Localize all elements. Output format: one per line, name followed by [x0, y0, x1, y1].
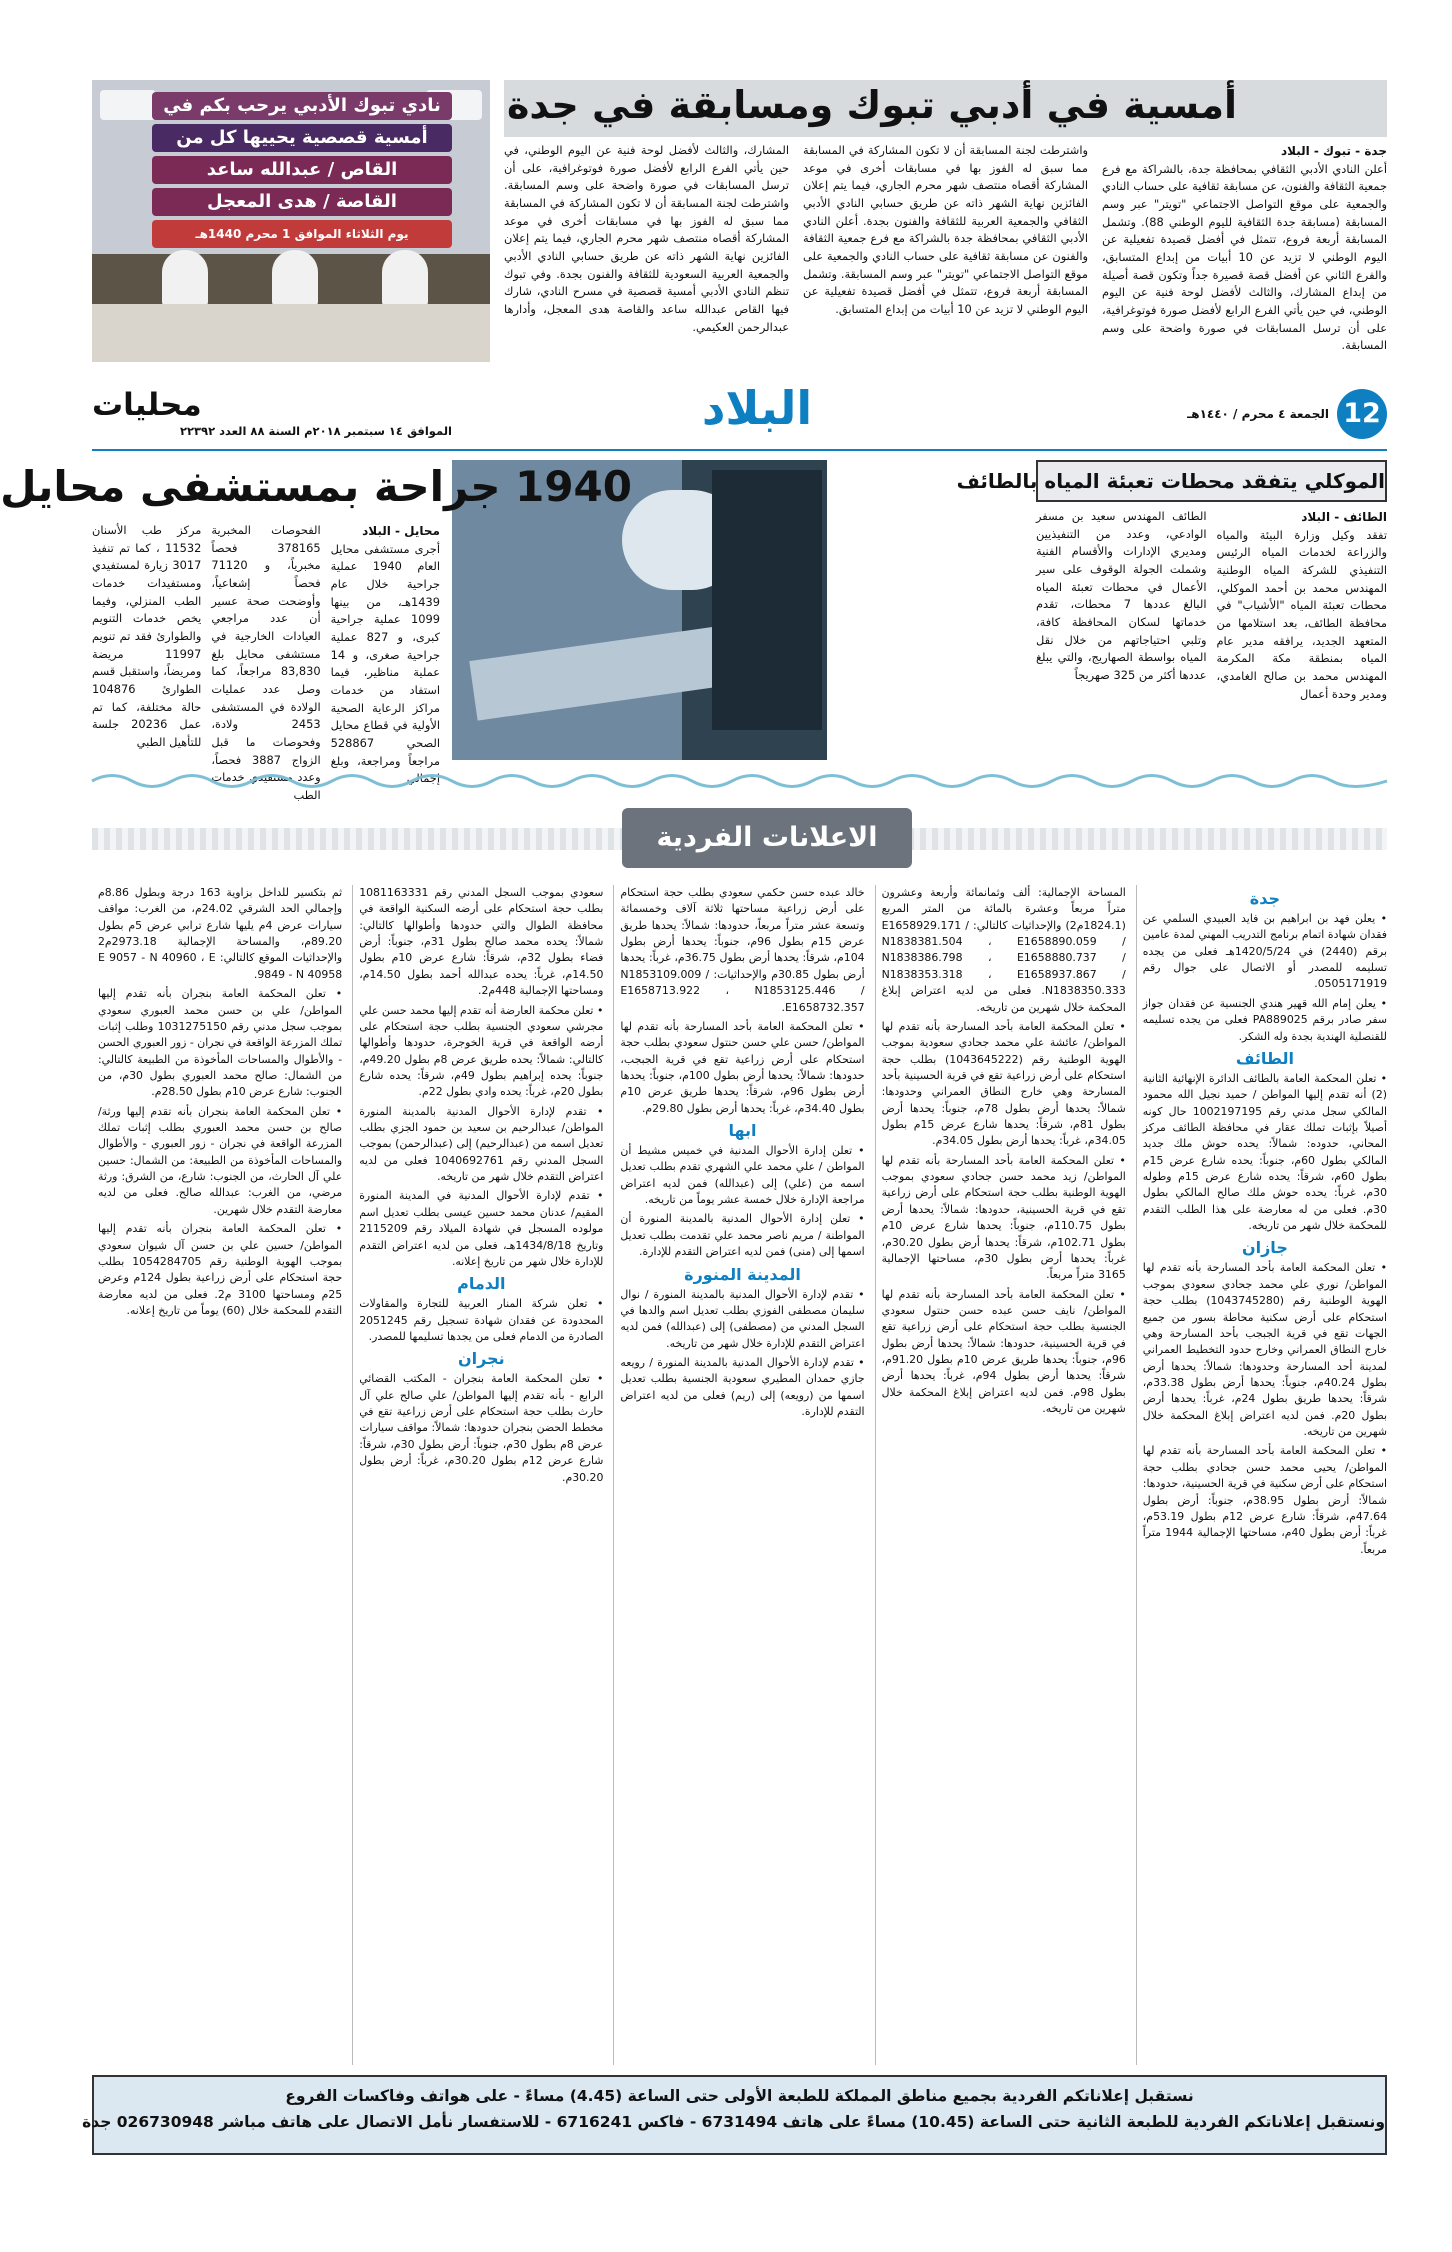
classifieds-column — [875, 885, 1126, 2065]
mhayel-story-byline: محايل - البلاد — [362, 524, 440, 538]
event-photo — [92, 80, 490, 362]
hijri-date: الجمعة ٤ محرم / ١٤٤٠هـ — [1187, 407, 1329, 421]
page-number: 12 — [1337, 389, 1387, 439]
top-story-header — [504, 80, 1387, 137]
logo-text: البلاد — [701, 381, 813, 435]
ministry-logo-icon — [100, 90, 156, 120]
classified-ad: ثم بتكسير للداخل بزاوية 163 درجة وبطول 8.86م وإجمالي الحد الشرقي 24.02م، من الغرب: مواقف سيارات عرض 4م يليها شارع ترابي عرض 5م بطول 89.20م، والمساحة الإجمالية 2973.18م2 والإحداثيات الموقع كالتالي: E 9057 - N 40960 ، E 9849 - N 40958. — [97, 886, 343, 981]
classified-ad: • تعلن المحكمة العامة بأحد المسارحة بأنه تقدم لها المواطن/ عائشة علي محمد جحادي سعودية بموجب الهوية الوطنية رقم (1043645222) بطلب حجة استحكام على أرض زراعية تقع في قرية الحسينية بأحد المسارحة وهي خارج النطاق العمراني وحدودها: شمالاً: يحدها أرض بطول 78م، جنوباً: يحدها أرض بطول 81م، شرقاً: يحدها شارع عرض 15م بطول 34.05م، غرباً: يحدها أرض بطول 34.05م. — [881, 1019, 1126, 1148]
banner-line-4: القاصة / هدى المعجل — [152, 188, 452, 216]
mhayel-story-column-3 — [92, 522, 201, 752]
classified-ad: • تعلن محكمة العارضة أنه تقدم إليها محمد حسن علي مجرشي سعودي الجنسية بطلب حجة استحكام على أرضه الواقعة في قرية الخوجرة، حدودها وأطوالها كالتالي: شمالاً: يحده طريق عرض 8م بطول 49.20م، جنوباً: يحده إبراهيم بطول 49م، شرقاً: يحده شارع بطول 20م، غرباً: يحده وادي بطول 22م. — [359, 1003, 604, 1099]
classifieds-footer — [82, 2075, 1387, 2155]
classifieds-title-tab — [622, 808, 912, 868]
classified-ad: • تعلن المحكمة العامة بنجران بأنه تقدم إليها المواطن/ حسين علي بن حسن آل شيوان سعودي بموجب الهوية الوطنية رقم 1054284705 بطلب حجة استحكام على أرض زراعية بطول 124م وعرض 25م ومساحتها 3100 م2. فعلى من لديه معارضة التقدم للمحكمة خلال (60) يوماً من تاريخ إعلانه. — [97, 1222, 343, 1317]
mhayel-story-columns — [92, 522, 440, 803]
speaker-figure — [382, 250, 428, 306]
newspaper-logo — [687, 375, 827, 441]
top-story-column-2 — [803, 142, 1088, 367]
photo-background — [712, 470, 822, 730]
classified-ad: • تعلن المحكمة العامة بأحد المسارحة بأنه تقدم لها المواطن/ نايف حسن عبده حسن حنتول سعودي الجنسية بطلب حجة استحكام على أرض زراعية تقع في قرية الحسينية، حدودها: شمالاً: يحدها أرض بطول 96م، جنوباً: يحدها طريق عرض 10م بطول 91.20م، شرقاً: يحدها أرض بطول 94م، غرباً: يحدها أرض بطول 98م. فمن لديه اعتراض إبلاغ المحكمة خلال شهرين من تاريخه. — [881, 1287, 1126, 1416]
mhayel-story-text-3: مركز طب الأسنان 11532 ، كما تم تنفيذ 3017 زيارة لمستفيدي ومستفيدات خدمات الطب المنزلي، وفيما يخص خدمات التنويم والطوارئ فقد تم تنويم 11997 مريضة ومريضاً، واستقبل قسم الطوارئ 104876 حالة مختلفة، كما تم عمل 20236 جلسة للتأهيل الطبي — [92, 523, 202, 750]
top-story-columns — [504, 142, 1387, 367]
mhayel-story-headline: 1940 جراحة بمستشفى محايل — [0, 462, 632, 511]
top-story-text-1: أعلن النادي الأدبي الثقافي بمحافظة جدة، بالشراكة مع فرع جمعية الثقافة والفنون، عن مسابقة ثقافية على حساب النادي والجمعية على موقع التواصل الاجتماعي "تويتر" عبر وسم المسابقة (مسابقة جدة الثقافية لليوم الوطني 88). وتشمل المسابقة أربعة فروع، تتمثل في أفضل قصيدة تفعيلية عن اليوم الوطني لا تزيد عن 10 أبيات من إبداع المتسابق، والفرع الثاني عن أفضل قصة قصيرة جداً وتكون قصة أصيلة من إبداع المشارك، والثالث لأفضل لوحة فنية عن اليوم الوطني، في حين يأتي الفرع الرابع لأفضل صورة فوتوغرافية، على أن ترسل المسابقات في صورة واضحة على وسم المسابقة. — [1102, 161, 1387, 353]
classified-ad: • تقدم لإدارة الأحوال المدنية بالمدينة المنورة / نوال سليمان مصطفى الفوزي بطلب تعديل اسم والدها في السجل المدني من (مصطفى) إلى (عبدالله) فمن لديه اعتراض التقدم للإدارة خلال شهر من تاريخه. — [620, 1287, 865, 1350]
top-story-column-1 — [1102, 142, 1387, 367]
speaker-figure — [272, 250, 318, 306]
mhayel-story-column-2 — [211, 522, 321, 803]
classified-ad: • تعلن المحكمة العامة بنجران - المكتب القضائي الرابع - بأنه تقدم إليها المواطن/ علي صالح علي آل حارث بطلب حجة استحكام على أرض زراعية تقع في مخطط الحضن بنجران حدودها: شمالاً: مواقف سيارات عرض 8م بطول 30م، جنوباً: أرض بطول 30م، شرقاً: شارع عرض 12م بطول 30.20م، غرباً: أرض بطول 30.20م. — [359, 1372, 604, 1484]
classifieds-column — [92, 885, 342, 2065]
classified-ad: • تقدم لإدارة الأحوال المدنية بالمدينة المنورة المواطن/ عبدالرحيم بن سعيد بن حمود الجزي بطلب تعديل اسمه من (عبدالرحيم) إلى (عبدالرحمن) بموجب السجل المدني رقم 1040692761 فعلى من لديه اعتراض التقدم خلال شهر من تاريخه. — [359, 1104, 604, 1184]
taif-story-text-1: تفقد وكيل وزارة البيئة والمياه والزراعة لخدمات المياه الرئيس التنفيذي للشركة المياه الوطنية المهندس محمد بن أحمد الموكلي، محطات تعبئة المياه "الأشياب" في محافظة الطائف، بعد استلامها من المتعهد الجديد، يرافقه مدير عام المياه بمنطقة مكة المكرمة المهندس محمد بن صالح الغامدي، ومدير وحدة أعمال — [1216, 527, 1387, 701]
classifieds-region-heading: جدة — [1249, 889, 1280, 908]
second-row — [0, 460, 1387, 803]
classifieds-region-heading: جازان — [1241, 1238, 1288, 1258]
classifieds-region-heading: الدمام — [457, 1274, 506, 1294]
footer-line-1: نستقبل إعلاناتكم الفردية بجميع مناطق المملكة للطبعة الأولى حتى الساعة (4.45) مساءً - على هواتف وفاكسات الفروع — [285, 2087, 1194, 2105]
taif-story-columns — [1036, 508, 1387, 752]
panel-desk — [92, 304, 490, 362]
top-story-text-3: المشارك، والثالث لأفضل لوحة فنية عن اليوم الوطني، في حين يأتي الفرع الرابع لأفضل صورة فوتوغرافية، على أن ترسل المسابقات في صورة واضحة على وسم المسابقة. واشترطت لجنة المسابقة أن لا تكون المشاركة في المسابقة مما سبق له الفوز بها في مسابقات أخرى في موعد المشاركة أقصاه منتصف شهر محرم الجاري، فيما يتم إعلان الفائزين نهاية الشهر ذاته عن طريق حسابي النادي الأدبي والجمعية العربية السعودية للثقافة والفنون بجدة. وفي تبوك تنظم النادي الأدبي أمسية قصصية في مسرح النادي، شارك فيها القاص عبدالله ساعد والقاصة هدى المعجل، وأدارها عبدالرحمن العكيمي. — [504, 143, 789, 334]
classified-ad: • تعلن المحكمة العامة بأحد المسارحة بأنه تقدم لها المواطن/ نوري علي محمد جحادي سعودي بموجب الهوية الوطنية رقم (1043745280) بطلب حجة استحكام على أرض سكنية محاطة بسور من جميع الجهات تقع في قرية الجبجب بأحد المسارحة وهي خارج النطاق العمراني وخارج حدود التخطيط العمراني لمدينة أحد المسارحة وحدودها: شمالاً: يحدها أرض بطول 40.24م، جنوباً: يحدها أرض بطول 33.38م، شرقاً: يحدها طريق بطول 24م، غرباً: يحدها أرض بطول 20م. فمن لديه اعتراض إبلاغ المحكمة خلال شهرين من تاريخه. — [1142, 1261, 1388, 1439]
classifieds-columns — [92, 885, 1387, 2065]
classified-ad: • تعلن شركة المنار العربية للتجارة والمقاولات المحدودة عن فقدان شهادة تسجيل رقم 2051245 الصادرة من الدمام فعلى من يجدها تسليمها للمصدر. — [359, 1297, 604, 1343]
classified-ad: • تقدم لإدارة الأحوال المدنية في المدينة المنورة المقيم/ عدنان محمد حسين عيسى بطلب تعديل اسم مولوده المسجل في شهادة الميلاد رقم 2115209 وتاريخ 1434/8/18هـ، فعلى من لديه اعتراض التقدم للإدارة خلال شهر من تاريخ إعلانه. — [359, 1189, 604, 1268]
wave-divider — [92, 770, 1387, 792]
mhayel-story-text-2: الفحوصات المخبرية 378165 فحصاً مخبرياً، و 71120 فحصاً إشعاعياً، وأوضحت صحة عسير أن عدد مراجعي العيادات الخارجية في مستشفى محايل بلغ 83,830 مراجعاً، كما وصل عدد عمليات الولادة في المستشفى 2453 ولادة، وفحوصات ما قبل الزواج 3887 فحصاً، وعدد مستفيدي خدمات الطب — [211, 523, 321, 803]
masthead — [92, 383, 1387, 451]
taif-story-headline: الموكلي يتفقد محطات تعبئة المياه بالطائف — [956, 469, 1385, 493]
classified-ad: • تعلن إدارة الأحوال المدنية بالمدينة المنورة أن المواطنة / مريم ناصر محمد علي تقدمت بطلب تعديل اسمها إلى (منى) فمن لديه اعتراض التقدم للإدارة. — [620, 1212, 865, 1259]
mhayel-story-column-1 — [330, 522, 440, 786]
classifieds-header — [92, 802, 1387, 874]
classifieds-region-heading: ابها — [728, 1121, 757, 1141]
top-story-headline: أمسية في أدبي تبوك ومسابقة في جدة — [507, 83, 1237, 127]
taif-story-text-2: الطائف المهندس سعيد بن مسفر الوادعي، وعدد من التنفيذيين ومديري الإدارات والأقسام الفنية وشملت الجولة الوقوف على سير الأعمال في محطات تعبئة المياه البالغ عددها 7 محطات، تقدم خدماتها لسكان المحافظة كافة، وتلبي احتياجاتهم من خلال نقل المياه بواسطة الصهاريج، والتي يبلغ عددها أكثر من 325 صهريجاً — [1036, 509, 1207, 683]
newspaper-page — [0, 80, 1388, 2200]
banner-line-3: القاص / عبدالله ساعد — [152, 156, 452, 184]
classified-ad: • تعلن المحكمة العامة بأحد المسارحة بأنه تقدم لها المواطن/ يحيى محمد حسن جحادي بطلب حجة استحكام على أرض سكنية في قرية الحسينية، حدودها: شمالاً: أرض بطول 38.95م، جنوباً: أرض بطول 47.64م، شرقاً: شارع عرض 12م بطول 53.19م، غرباً: أرض بطول 40م، مساحتها الإجمالية 1944 متراً مربعاً. — [1142, 1444, 1388, 1556]
taif-story-column-2 — [1036, 508, 1207, 752]
footer-line-2: ونستقبل إعلاناتكم الفردية للطبعة الثانية حتى الساعة (10.45) مساءً على هاتف 6731494 - فاكس 6716241 - للاستفسار نأمل الاتصال على هاتف مباشر 026730948 جدة — [82, 2113, 1385, 2131]
classifieds-region-heading: المدينة المنورة — [684, 1264, 801, 1284]
classified-ad: • يعلن إمام الله قهير هندي الجنسية عن فقدان جواز سفر صادر برقم PA889025 فعلى من يجده تسليمه للقنصلية الهندية بجدة وله الشكر. — [1142, 996, 1388, 1043]
banner-line-5: يوم الثلاثاء الموافق 1 محرم 1440هـ — [152, 220, 452, 248]
taif-story-column-1 — [1217, 508, 1388, 752]
classified-ad: خالد عبده حسن حكمي سعودي بطلب حجة استحكام على أرض زراعية مساحتها ثلاثة آلاف وخمسمائة وتسعة عشر متراً مربعاً، حدودها: شمالاً: يحدها طريق عرض 15م بطول 96م، جنوباً: يحدها أرض بطول 104م، شرقاً: يحدها أرض بطول 36.75م، غرباً: يحدها أرض بطول 30.85م والإحداثيات: N1853109.009 / E1658713.922 ، N1853125.446 / E1658732.357. — [620, 886, 865, 1014]
classified-ad: • تعلن المحكمة العامة بالطائف الدائرة الإنهائية الثانية (2) أنه تقدم إليها المواطن / حميد نجيل الله محمود المالكي سجل مدني رقم 1002197195 حال كونه أصيلاً بإثبات تملك عقار في محافظة الطائف مركز المحاني، حدوده: شمالاً: يحده حوش ملك جديد المالكي بطول 60م، جنوباً: يحده شارع عرض 15م بطول 60م، شرقاً: يحده شارع عرض 15م وطوله 30م، غرباً: يحده حوش ملك صالح المالكي بطول 30م. فعلى من له معارضة على هذا الطلب التقدم للمحكمة خلال شهر من تاريخه. — [1142, 1071, 1388, 1233]
top-story-column-3 — [504, 142, 789, 367]
mhayel-story-text-1: أجرى مستشفى محايل العام 1940 عملية جراحية خلال عام 1439هـ، من بينها 1099 عملية جراحية كبرى، و 827 عملية جراحية صغرى، و 14 عملية مناظير، فيما استفاد من خدمات مراكز الرعاية الصحية الأولية في قطاع محايل الصحي 528867 مراجعاً ومراجعة، وبلغ إجمالي — [330, 541, 440, 786]
top-story-text-2: واشترطت لجنة المسابقة أن لا تكون المشاركة في المسابقة مما سبق له الفوز بها في مسابقات أخرى في موعد المشاركة أقصاه منتصف شهر محرم الجاري، فيما يتم إعلان الفائزين نهاية الشهر ذاته عن طريق حسابي النادي الأدبي الثقافي والجمعية العربية للثقافة والفنون بجدة. أعلن النادي الأدبي الثقافي بمحافظة جدة بالشراكة مع فرع جمعية الثقافة والفنون عن مسابقة ثقافية على حساب النادي والجمعية على موقع التواصل الاجتماعي "تويتر" عبر وسم المسابقة. وتشمل المسابقة أربعة فروع، تتمثل في أفضل قصيدة تفعيلية عن اليوم الوطني لا تزيد عن 10 أبيات من إبداع المتسابق. — [803, 143, 1088, 317]
classifieds-column — [1136, 885, 1387, 2065]
classified-ad: • تقدم لإدارة الأحوال المدنية بالمدينة المنورة / رويعه جازي حمدان المطيري سعودية الجنسية بطلب تعديل اسمها من (رويعه) إلى (ريم) فعلى من لديه اعتراض التقدم للإدارة. — [620, 1355, 865, 1419]
banner-line-1: نادي تبوك الأدبي يرحب بكم في — [152, 92, 452, 120]
classified-ad: المساحة الإجمالية: ألف وثمانمائة وأربعة وعشرون متراً مربعاً وعشرة بالمائة من المتر المربع (1824.1م2) والإحداثيات كالتالي: E1658929.171 / N1838381.504 ، E1658890.059 / N1838386.798 ، E1658880.737 / N1838353.318 ، E1658937.867 / N1838350.333. فعلى من لديه اعتراض إبلاغ المحكمة خلال شهرين من تاريخه. — [881, 886, 1126, 1014]
classifieds-column — [613, 885, 864, 2065]
taif-story-byline: الطائف - البلاد — [1301, 510, 1387, 524]
taif-story-header — [956, 460, 1387, 502]
top-story — [92, 80, 1387, 368]
banner-line-2: أمسية قصصية يحييها كل من — [152, 124, 452, 152]
classifieds-region-heading: الطائف — [1235, 1048, 1294, 1068]
speaker-figure — [162, 250, 208, 306]
classifieds-title: الاعلانات الفردية — [656, 822, 878, 853]
classified-ad: • تعلن المحكمة العامة بنجران بأنه تقدم إليها ورثة/ صالح بن حسن محمد العبوري بطلب إثبات تملك المزرعة الواقعة في نجران - زور العبوري - والأطوال والمساحات المأخوذة من الطبيعة: من الشمال: حسين علي آل الحارث، من الجنوب: شارع، من الشرق: ورثة مرضي، من الغرب: عبدالله صالح. فعلى من لديه معارضة التقدم خلال شهرين. — [97, 1104, 343, 1216]
taif-story — [956, 460, 1387, 760]
classifieds-region-heading: نجران — [457, 1349, 505, 1369]
classified-ad: • تعلن المحكمة العامة بأحد المسارحة بأنه تقدم لها المواطن/ زيد محمد حسن جحادي سعودي بموجب الهوية الوطنية بطلب حجة استحكام على أرض زراعية تقع في قرية الحسينية، حدودها: شمالاً: يحدها أرض بطول 110.75م، جنوباً: يحدها شارع عرض 10م بطول 102.71م، شرقاً: يحدها أرض بطول 30.20م، غرباً: يحدها أرض بطول 30م، مساحتها الإجمالية 3165 متراً مربعاً. — [881, 1153, 1126, 1282]
classified-ad: • يعلن فهد بن ابراهيم بن فايد العبيدي السلمي عن فقدان شهادة اتمام برنامج التدريب المهني لمدة عامين برقم (2440) في 1420/5/24هـ فعلى من يجده تسليمه للمصدر أو الاتصال على جوال رقم 0505171919. — [1142, 912, 1387, 991]
top-story-byline: جدة - تبوك - البلاد — [1280, 144, 1387, 158]
classifieds-column — [352, 885, 603, 2065]
classified-ad: • تعلن المحكمة العامة بأحد المسارحة بأنه تقدم لها المواطن/ حسن علي حسن حنتول سعودي بطلب حجة استحكام على أرض زراعية تقع في قرية الجبجب، حدودها: شمالاً: يحدها أرض بطول 100م، جنوباً: يحدها أرض بطول 96م، شرقاً: يحدها طريق عرض 10م بطول 34.40م، غرباً: يحدها أرض بطول 29.80م. — [620, 1019, 865, 1115]
classified-ad: سعودي بموجب السجل المدني رقم 1081163331 بطلب حجة استحكام على أرضه السكنية الواقعة في محافظة الطوال والتي حدودها وأطوالها كالتالي: شمالاً: يحده محمد صالح بطول 31م، جنوباً: أرض فضاء بطول 32م، شرقاً: شارع عرض 10م بطول 14.50م، غرباً: يحده عبدالله أحمد بطول 14.50م، ومساحتها الإجمالية 448م2. — [359, 886, 604, 998]
section-title: محليات — [92, 387, 202, 423]
classified-ad: • تعلن إدارة الأحوال المدنية في خميس مشيط أن المواطن / علي محمد علي الشهري تقدم بطلب تعديل اسمه من (علي) إلى (عبدالله) فمن لديه اعتراض مراجعة الإدارة خلال خمسة عشر يوماً من تاريخه. — [620, 1144, 865, 1207]
classified-ad: • تعلن المحكمة العامة بنجران بأنه تقدم إليها المواطن/ علي بن حسن محمد العبوري سعودي بموجب سجل مدني رقم 1031275150 وطلب إثبات تملك المزرعة الواقعة في نجران - زور العبوري الحسن - والأطوال والمساحات المأخوذة من الطبيعة كالتالي: من الشمال: صالح محمد العبوري بطول 30م، من الجنوب: شارع عرض 10م بطول 28.50م. — [97, 987, 343, 1099]
issue-date: الموافق ١٤ سبتمبر ٢٠١٨م السنة ٨٨ العدد ٢٢٣٩٢ — [180, 424, 452, 438]
